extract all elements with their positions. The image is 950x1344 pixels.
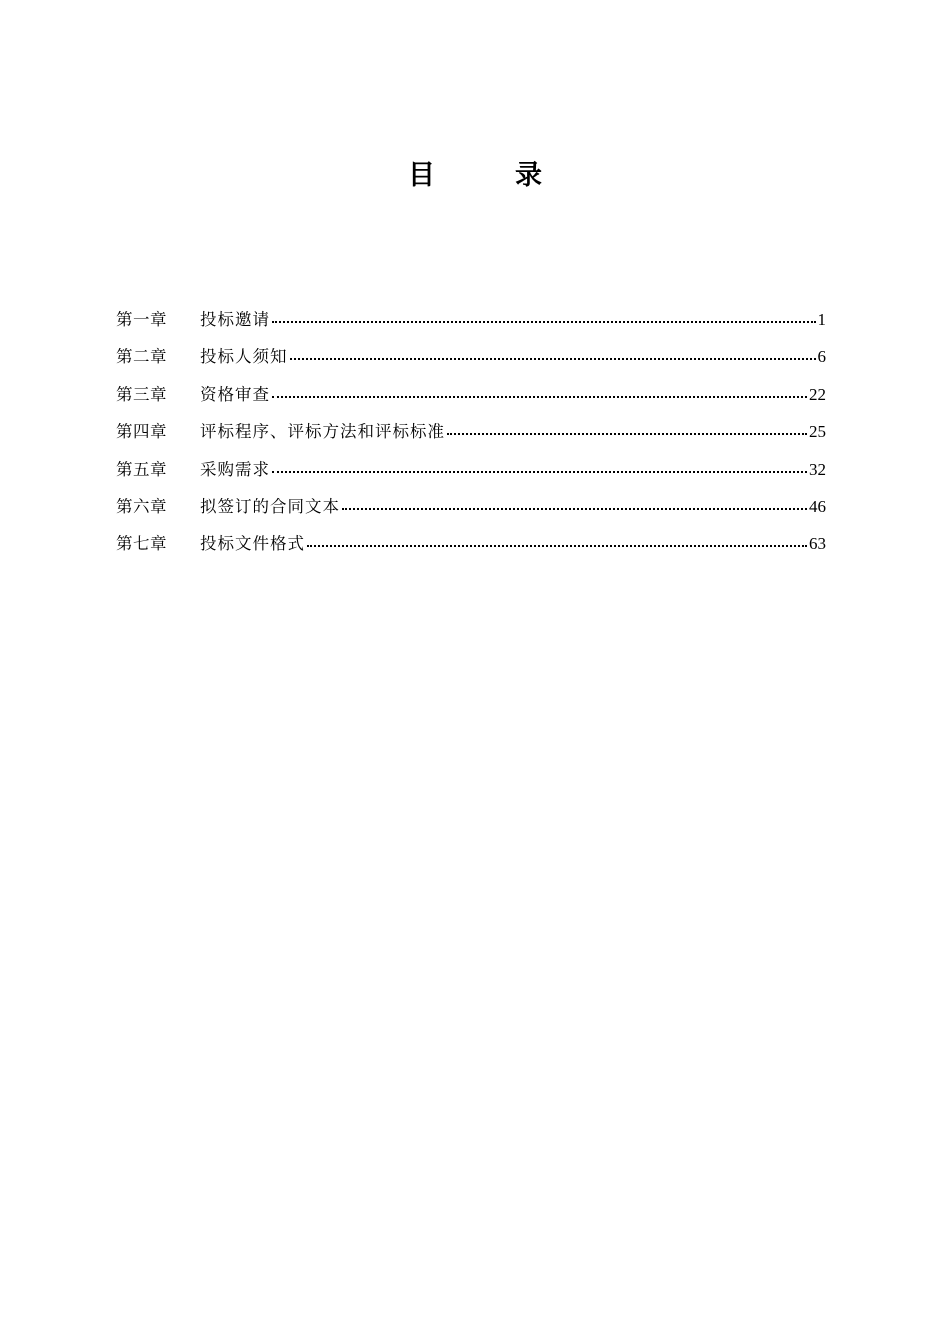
toc-page-number: 63 xyxy=(809,534,826,554)
title-char-2: 录 xyxy=(515,160,542,191)
toc-chapter-label: 第六章 xyxy=(116,496,167,516)
toc-entry-title: 投标人须知 xyxy=(200,347,288,367)
title-char-1: 目 xyxy=(408,160,435,191)
toc-dot-leader xyxy=(272,386,807,398)
toc-dot-leader xyxy=(272,311,816,323)
toc-entry[interactable] xyxy=(116,493,826,530)
toc-page-number: 6 xyxy=(817,347,826,367)
toc-entry[interactable] xyxy=(116,306,826,343)
toc-dot-leader xyxy=(272,461,807,473)
toc-entry-title: 评标程序、评标方法和评标标准 xyxy=(200,422,445,442)
toc-page-number: 22 xyxy=(809,384,826,404)
toc-entry[interactable] xyxy=(116,418,826,455)
toc-chapter-label: 第五章 xyxy=(116,459,167,479)
table-of-contents xyxy=(116,306,826,568)
toc-chapter-label: 第二章 xyxy=(116,347,167,367)
toc-entry[interactable] xyxy=(116,343,826,380)
toc-page-number: 25 xyxy=(809,422,826,442)
toc-dot-leader xyxy=(307,535,807,547)
toc-dot-leader xyxy=(290,348,816,360)
toc-page-number: 32 xyxy=(809,459,826,479)
toc-entry[interactable] xyxy=(116,530,826,567)
toc-entry-title: 拟签订的合同文本 xyxy=(200,496,340,516)
toc-entry-title: 投标文件格式 xyxy=(200,534,305,554)
toc-entry[interactable] xyxy=(116,456,826,493)
toc-chapter-label: 第三章 xyxy=(116,384,167,404)
toc-chapter-label: 第七章 xyxy=(116,534,167,554)
toc-entry[interactable] xyxy=(116,381,826,418)
toc-dot-leader xyxy=(447,423,807,435)
toc-dot-leader xyxy=(342,498,807,510)
page-title xyxy=(0,156,950,196)
toc-entry-title: 采购需求 xyxy=(200,459,270,479)
toc-entry-title: 投标邀请 xyxy=(200,310,270,329)
toc-page-number: 1 xyxy=(817,310,826,329)
toc-chapter-label: 第四章 xyxy=(116,422,167,442)
toc-chapter-label: 第一章 xyxy=(116,310,167,329)
toc-page-number: 46 xyxy=(809,496,826,516)
toc-entry-title: 资格审查 xyxy=(200,384,270,404)
